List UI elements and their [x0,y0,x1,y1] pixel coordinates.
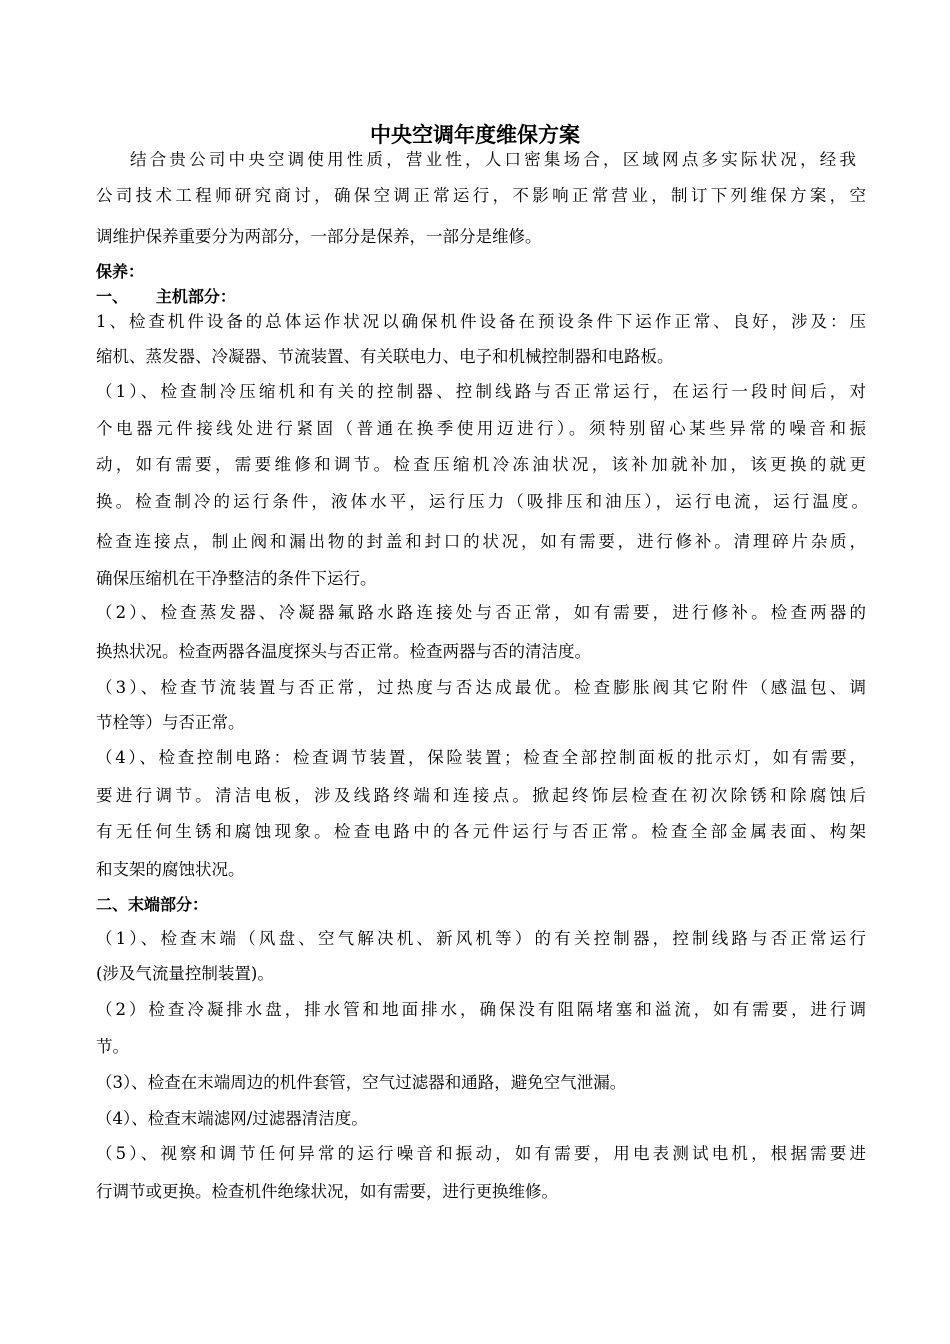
section-heading: 保养： [96,262,145,281]
body-line: （3）、检查在末端周边的机件套管，空气过滤器和通路，避免空气泄漏。 [96,1073,627,1092]
body-line: 缩机、蒸发器、冷凝器、节流装置、有关联电力、电子和机械控制器和电路板。 [96,347,674,366]
body-line: 换。检查制冷的运行条件，液体水平，运行压力（吸排压和油压），运行电流，运行温度。 [96,492,868,511]
body-line: 行调节或更换。检查机件绝缘状况，如有需要，进行更换维修。 [96,1182,558,1201]
document-title: 中央空调年度维保方案 [370,123,580,147]
intro-line: 调维护保养重要分为两部分，一部分是保养，一部分是维修。 [96,227,542,246]
body-line: (涉及气流量控制装置)。 [96,964,274,983]
body-line: （1）、检查制冷压缩机和有关的控制器、控制线路与否正常运行，在运行一段时间后，对 [96,382,866,401]
body-line: （2）、检查蒸发器、冷凝器氟路水路连接处与否正常，如有需要，进行修补。检查两器的 [96,603,866,622]
body-line: （1）、检查末端（风盘、空气解决机、新风机等）的有关控制器，控制线路与否正常运行 [96,929,866,948]
body-line: （4）、检查控制电路：检查调节装置，保险装置；检查全部控制面板的批示灯，如有需要， [96,748,866,767]
body-line: 动，如有需要，需要维修和调节。检查压缩机冷冻油状况，该补加就补加，该更换的就更 [96,455,866,474]
body-line: 要进行调节。清洁电板，涉及线路终端和连接点。掀起终饰层检查在初次除锈和除腐蚀后 [96,786,866,805]
body-line: 节栓等）与否正常。 [96,713,245,732]
body-line: （5）、视察和调节任何异常的运行噪音和振动，如有需要，用电表测试电机，根据需要进 [96,1144,866,1163]
intro-line: 结合贵公司中央空调使用性质，营业性，人口密集场合，区域网点多实际状况，经我 [130,150,856,169]
body-line: 1、检查机件设备的总体运作状况以确保机件设备在预设条件下运作正常、良好，涉及：压 [96,312,866,331]
body-line: （3）、检查节流装置与否正常，过热度与否达成最优。检查膨胀阀其它附件（感温包、调 [96,678,866,697]
body-line: 检查连接点，制止阀和漏出物的封盖和封口的状况，如有需要，进行修补。清理碎片杂质， [96,532,866,551]
body-line: 有无任何生锈和腐蚀现象。检查电路中的各元件运行与否正常。检查全部金属表面、构架 [96,822,866,841]
intro-line: 公司技术工程师研究商讨，确保空调正常运行，不影响正常营业，制订下列维保方案，空 [96,186,866,205]
body-line: 和支架的腐蚀状况。 [96,860,245,879]
part2-heading: 二、末端部分： [96,895,209,914]
body-line: 确保压缩机在干净整洁的条件下运行。 [96,569,377,588]
body-line: 换热状况。检查两器各温度探头与否正常。检查两器与否的清洁度。 [96,642,591,661]
body-line: 节。 [96,1037,129,1056]
part1-heading: 一、 主机部分： [96,287,236,306]
body-line: （4）、检查末端滤网/过滤器清洁度。 [96,1109,368,1128]
body-line: （2）检查冷凝排水盘，排水管和地面排水，确保没有阻隔堵塞和溢流，如有需要，进行调 [96,1000,866,1019]
body-line: 个电器元件接线处进行紧固（普通在换季使用迈进行）。须特别留心某些异常的噪音和振 [96,419,866,438]
